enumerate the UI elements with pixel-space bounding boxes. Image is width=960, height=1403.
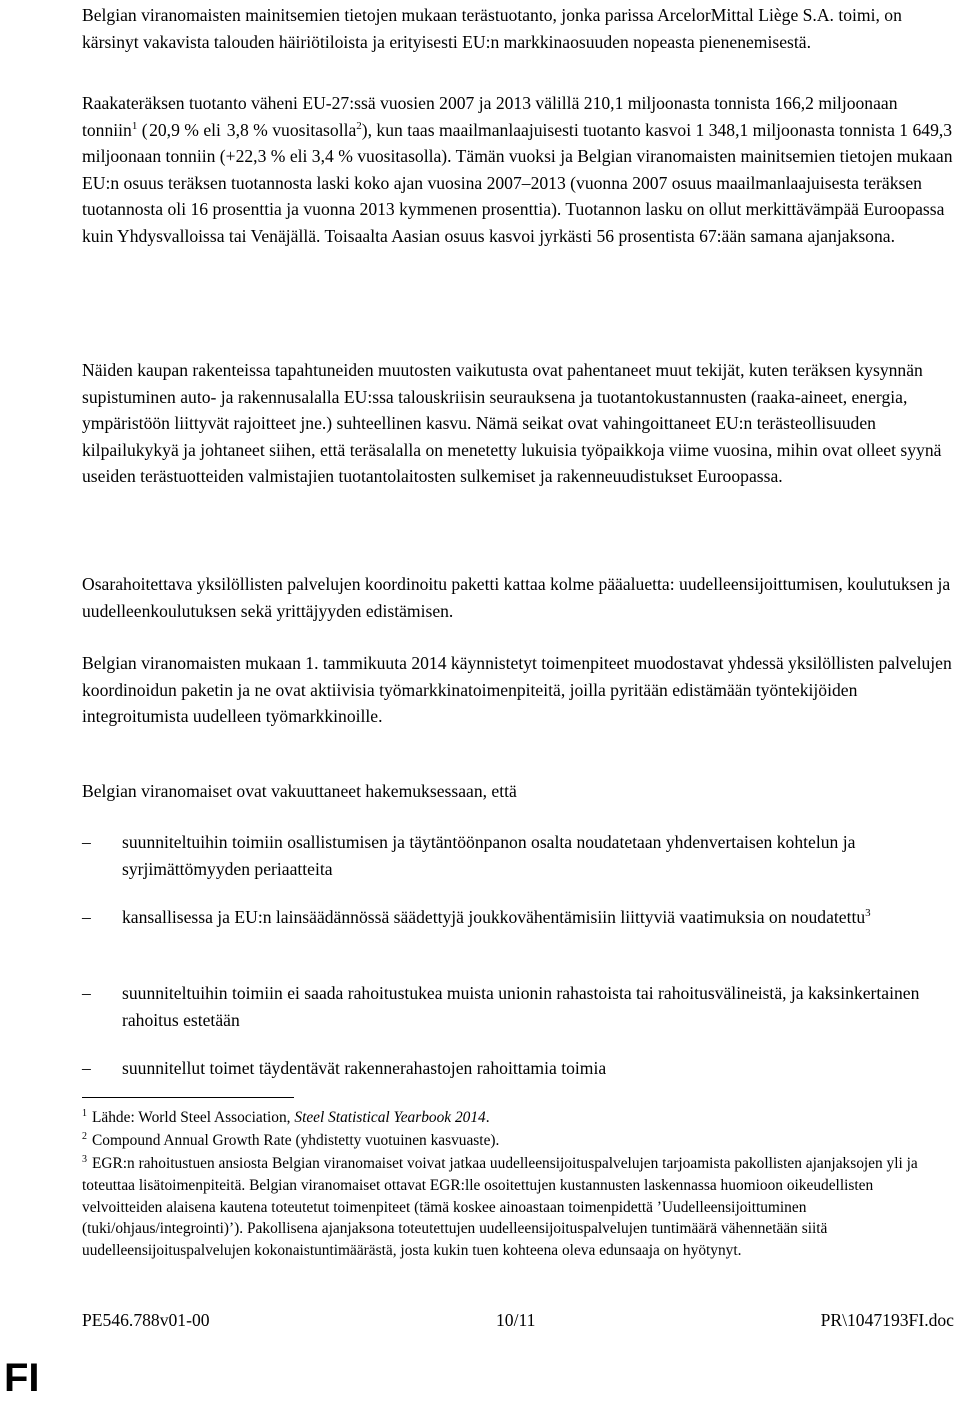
footnote-text: Compound Annual Growth Rate (yhdistetty vuotuinen kasvuaste).: [92, 1132, 500, 1149]
text-run: ), kun taas maailmanlaajuisesti tuotanto kasvoi 1 348,1 miljoonasta tonnista 1 649,3 miljoonaan tonniin (+22,3 % eli 3,4 % vuositasolla). Tämän vuoksi ja Belgian viranomaisten mainitsemien tietojen mukaan EU:n osuus teräksen tuotannosta laski koko ajan vuosina 2007–2013 (vuonna 2007 osuus maailmanlaajuisesta teräksen tuotannosta oli 16 prosenttia ja vuonna 2013 kymmenen prosenttia). Tuotannon lasku on ollut merkittävämpää Euroopassa kuin Yhdysvalloissa tai Venäjällä. Toisaalta Aasian osuus kasvoi jyrkästi 56 prosentista 67:ään samana ajanjaksona.: [82, 119, 953, 246]
footnote-separator: [82, 1097, 294, 1098]
paragraph-steel-output: [82, 90, 954, 250]
footnote-text: EGR:n rahoitustuen ansiosta Belgian viranomaiset voivat jatkaa uudelleensijoituspalvelujen tarjoamista pakollisten ajanjaksojen yli ja toteuttaa lisätoimenpiteitä. Belgian viranomaiset ottavat EGR:lle osoitettujen kustannusten laskennassa huomioon oikeudellisten velvoitteiden alaisena kautena toteutetut toimenpiteet (tämä koskee ainoastaan toimenpidettä ’Uudelleensijoittuminen (tuki/ohjaus/integrointi)’). Pakollisena ajanjaksona toteutettujen uudelleensijoituspalvelujen tuntimäärä vähennetään siitä uudelleensijoituspalvelujen kokonaistuntimäärästä, josta kukin tuen kohteena oleva edunsaaja on hyötynyt.: [82, 1155, 918, 1260]
paragraph-coordinated-package: Osarahoitettava yksilöllisten palvelujen koordinoitu paketti kattaa kolme pääaluetta: uudelleensijoittumisen, koulutuksen ja uudelleenkoulutuksen sekä yrittäjyyden edistämisen.: [82, 574, 951, 621]
footnote-ref-3[interactable]: 3: [865, 907, 871, 920]
footnote-1: [82, 1107, 954, 1129]
text-run: Raakateräksen tuotanto väheni EU-27:ssä vuosien 2007 ja 2013 välillä 210,1 miljoonasta tonnista 166,2 miljoonaan tonniin: [82, 93, 898, 140]
footnote-italic-title: Steel Statistical Yearbook 2014: [294, 1109, 486, 1126]
text-run: kansallisessa ja EU:n lainsäädännössä säädettyjä joukkovähentämisiin liittyviä vaatimuksia on noudatettu: [122, 907, 866, 927]
footnote-number: 1: [82, 1107, 87, 1119]
list-item-text: suunniteltuihin toimiin osallistumisen ja täytäntöönpanon osalta noudatetaan yhdenvertaisen kohtelun ja syrjimättömyyden periaatteita: [122, 832, 856, 879]
footnote-2: [82, 1130, 954, 1152]
dash-bullet: –: [82, 1058, 91, 1078]
paragraph-assurances-intro: Belgian viranomaiset ovat vakuuttaneet hakemuksessaan, että: [82, 781, 517, 801]
paragraph-trade-changes: Näiden kaupan rakenteissa tapahtuneiden muutosten vaikutusta ovat pahentaneet muut tekijät, kuten teräksen kysynnän supistuminen auto- ja rakennusalalla EU:ssa talouskriisin seurauksena ja tuotantokustannusten (raaka-aineet, energia, ympäristöön liittyvät rajoitteet jne.) suhteellinen kasvu. Nämä seikat ovat vahingoittaneet EU:n terästeollisuuden kilpailukykyä ja johtaneet siihen, että teräsalalla on menetetty lukuisia työpaikkoja viime vuosina, mihin ovat olleet syynä useiden terästuotteiden valmistajien tuotantolaitosten sulkemiset ja rakenneuudistukset Euroopassa.: [82, 360, 942, 487]
paragraph-measures-start: Belgian viranomaisten mukaan 1. tammikuuta 2014 käynnistetyt toimenpiteet muodostavat yhdessä yksilöllisten palvelujen koordinoidun paketin ja ne ovat aktiivisia työmarkkinatoimenpiteitä, joilla pyritään edistämään työntekijöiden integroitumista uudelleen työmarkkinoille.: [82, 653, 952, 727]
footer-file-name: PR\1047193FI.doc: [820, 1310, 954, 1330]
list-item-text: [122, 904, 954, 931]
footer-doc-reference: PE546.788v01-00: [82, 1310, 210, 1330]
footnote-3: [82, 1153, 954, 1262]
list-item-text: suunniteltuihin toimiin ei saada rahoitustukea muista unionin rahastoista tai rahoitusvälineistä, ja kaksinkertainen rahoitus estetään: [122, 983, 920, 1030]
dash-bullet: –: [82, 983, 91, 1003]
footnote-number: 2: [82, 1130, 87, 1142]
footnote-text: .: [485, 1109, 490, 1126]
footer-page-number: 10/11: [496, 1310, 536, 1330]
footnote-text: Lähde: World Steel Association,: [92, 1109, 295, 1126]
footnote-number: 3: [82, 1153, 87, 1165]
footnote-ref-2[interactable]: 2: [356, 119, 362, 132]
dash-bullet: –: [82, 832, 91, 852]
list-item-text: suunnitellut toimet täydentävät rakennerahastojen rahoittamia toimia: [122, 1058, 607, 1078]
text-run: ( 20,9 % eli 3,8 % vuositasolla: [137, 119, 357, 140]
footnote-ref-1[interactable]: 1: [131, 119, 138, 132]
dash-bullet: –: [82, 907, 91, 927]
paragraph-production: Belgian viranomaisten mainitsemien tietojen mukaan terästuotanto, jonka parissa ArcelorMittal Liège S.A. toimi, on kärsinyt vakavista talouden häiriötiloista ja erityisesti EU:n markkinaosuuden nopeasta pienenemisestä.: [82, 5, 902, 52]
language-code: FI: [4, 1356, 40, 1400]
